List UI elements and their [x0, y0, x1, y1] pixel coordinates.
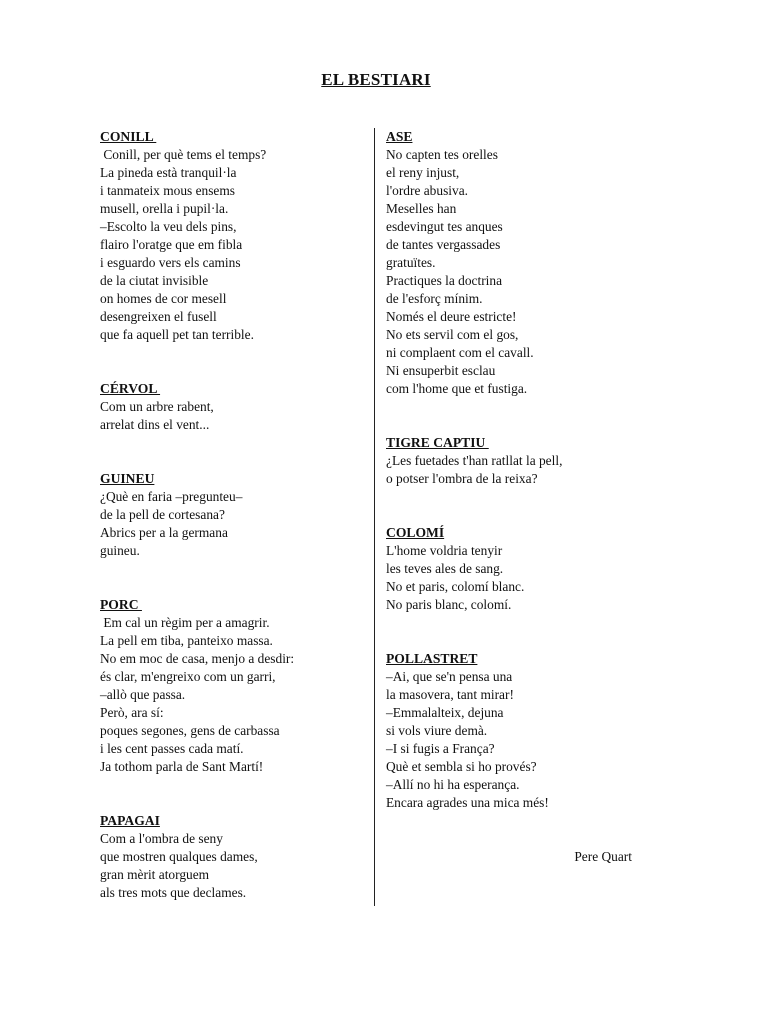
poem-line: gratuïtes. — [386, 255, 436, 270]
poem-heading: CONILL — [100, 129, 157, 144]
poem-conill — [100, 128, 360, 344]
poem-heading: TIGRE CAPTIU — [386, 435, 489, 450]
poem-heading: COLOMÍ — [386, 525, 445, 540]
poem-line: o potser l'ombra de la reixa? — [386, 471, 538, 486]
poem-line: ¿Les fuetades t'han ratllat la pell, — [386, 453, 563, 468]
poem-cervol — [100, 380, 360, 434]
poem-line: Abrics per a la germana — [100, 525, 228, 540]
poem-line: No capten tes orelles — [386, 147, 498, 162]
poem-line: guineu. — [100, 543, 140, 558]
poem-line: esdevingut tes anques — [386, 219, 503, 234]
poem-heading: CÉRVOL — [100, 381, 161, 396]
poem-line: ni complaent com el cavall. — [386, 345, 534, 360]
poem-line: de la ciutat invisible — [100, 273, 209, 288]
author-signature: Pere Quart — [574, 849, 632, 864]
poem-line: que mostren qualques dames, — [100, 849, 258, 864]
poem-line: desengreixen el fusell — [100, 309, 217, 324]
poem-line: –I si fugis a França? — [386, 741, 495, 756]
poem-line: als tres mots que declames. — [100, 885, 247, 900]
poem-line: l'ordre abusiva. — [386, 183, 468, 198]
poem-tigre-captiu — [386, 434, 666, 488]
poem-heading: GUINEU — [100, 471, 155, 486]
poem-line: No em moc de casa, menjo a desdir: — [100, 651, 295, 666]
poem-line: si vols viure demà. — [386, 723, 488, 738]
poem-line: Practiques la doctrina — [386, 273, 503, 288]
poem-guineu — [100, 470, 360, 560]
poem-line: No paris blanc, colomí. — [386, 597, 512, 612]
poem-line: L'home voldria tenyir — [386, 543, 503, 558]
poem-line: Com a l'ombra de seny — [100, 831, 223, 846]
poem-line: flairo l'oratge que em fibla — [100, 237, 243, 252]
poem-heading: PORC — [100, 597, 142, 612]
poem-line: com l'home que et fustiga. — [386, 381, 528, 396]
poem-line: i les cent passes cada matí. — [100, 741, 244, 756]
poem-line: on homes de cor mesell — [100, 291, 227, 306]
poem-line: La pineda està tranquil·la — [100, 165, 237, 180]
poem-line: Encara agrades una mica més! — [386, 795, 549, 810]
poem-line: musell, orella i pupil·la. — [100, 201, 229, 216]
poem-colomi — [386, 524, 666, 614]
poem-line: Només el deure estricte! — [386, 309, 517, 324]
poem-pollastret — [386, 650, 666, 812]
poem-line: és clar, m'engreixo com un garri, — [100, 669, 276, 684]
poem-line: i tanmateix mous ensems — [100, 183, 235, 198]
poem-papagai — [100, 812, 360, 902]
poem-line: gran mèrit atorguem — [100, 867, 210, 882]
poem-line: Em cal un règim per a amagrir. — [100, 615, 270, 630]
poem-line: –Emmalalteix, dejuna — [386, 705, 504, 720]
poem-heading: POLLASTRET — [386, 651, 478, 666]
poem-line: de l'esforç mínim. — [386, 291, 483, 306]
poem-line: les teves ales de sang. — [386, 561, 504, 576]
poem-line: arrelat dins el vent... — [100, 417, 210, 432]
right-column — [386, 128, 666, 866]
poem-line: poques segones, gens de carbassa — [100, 723, 280, 738]
poem-line: Però, ara sí: — [100, 705, 164, 720]
poem-line: Què et sembla si ho provés? — [386, 759, 537, 774]
poem-line: Ja tothom parla de Sant Martí! — [100, 759, 264, 774]
poem-line: –allò que passa. — [100, 687, 186, 702]
poem-line: la masovera, tant mirar! — [386, 687, 514, 702]
poem-line: i esguardo vers els camins — [100, 255, 241, 270]
poem-line: Meselles han — [386, 201, 457, 216]
poem-heading: PAPAGAI — [100, 813, 160, 828]
poem-line: ¿Què en faria –pregunteu– — [100, 489, 243, 504]
page-title: EL BESTIARI — [321, 70, 431, 89]
poem-line: de la pell de cortesana? — [100, 507, 225, 522]
left-column — [100, 128, 360, 902]
poem-line: –Ai, que se'n pensa una — [386, 669, 513, 684]
column-divider — [374, 128, 375, 906]
poem-line: –Escolto la veu dels pins, — [100, 219, 237, 234]
poem-heading: ASE — [386, 129, 413, 144]
poem-line: –Allí no hi ha esperança. — [386, 777, 520, 792]
poem-line: el reny injust, — [386, 165, 460, 180]
poem-line: No ets servil com el gos, — [386, 327, 519, 342]
poem-line: La pell em tiba, panteixo massa. — [100, 633, 273, 648]
poem-line: Ni ensuperbit esclau — [386, 363, 496, 378]
poem-line: No et paris, colomí blanc. — [386, 579, 525, 594]
poem-line: que fa aquell pet tan terrible. — [100, 327, 254, 342]
poem-porc — [100, 596, 360, 776]
poem-ase — [386, 128, 666, 398]
poem-line: Com un arbre rabent, — [100, 399, 214, 414]
poem-line: Conill, per què tems el temps? — [100, 147, 267, 162]
poem-line: de tantes vergassades — [386, 237, 501, 252]
